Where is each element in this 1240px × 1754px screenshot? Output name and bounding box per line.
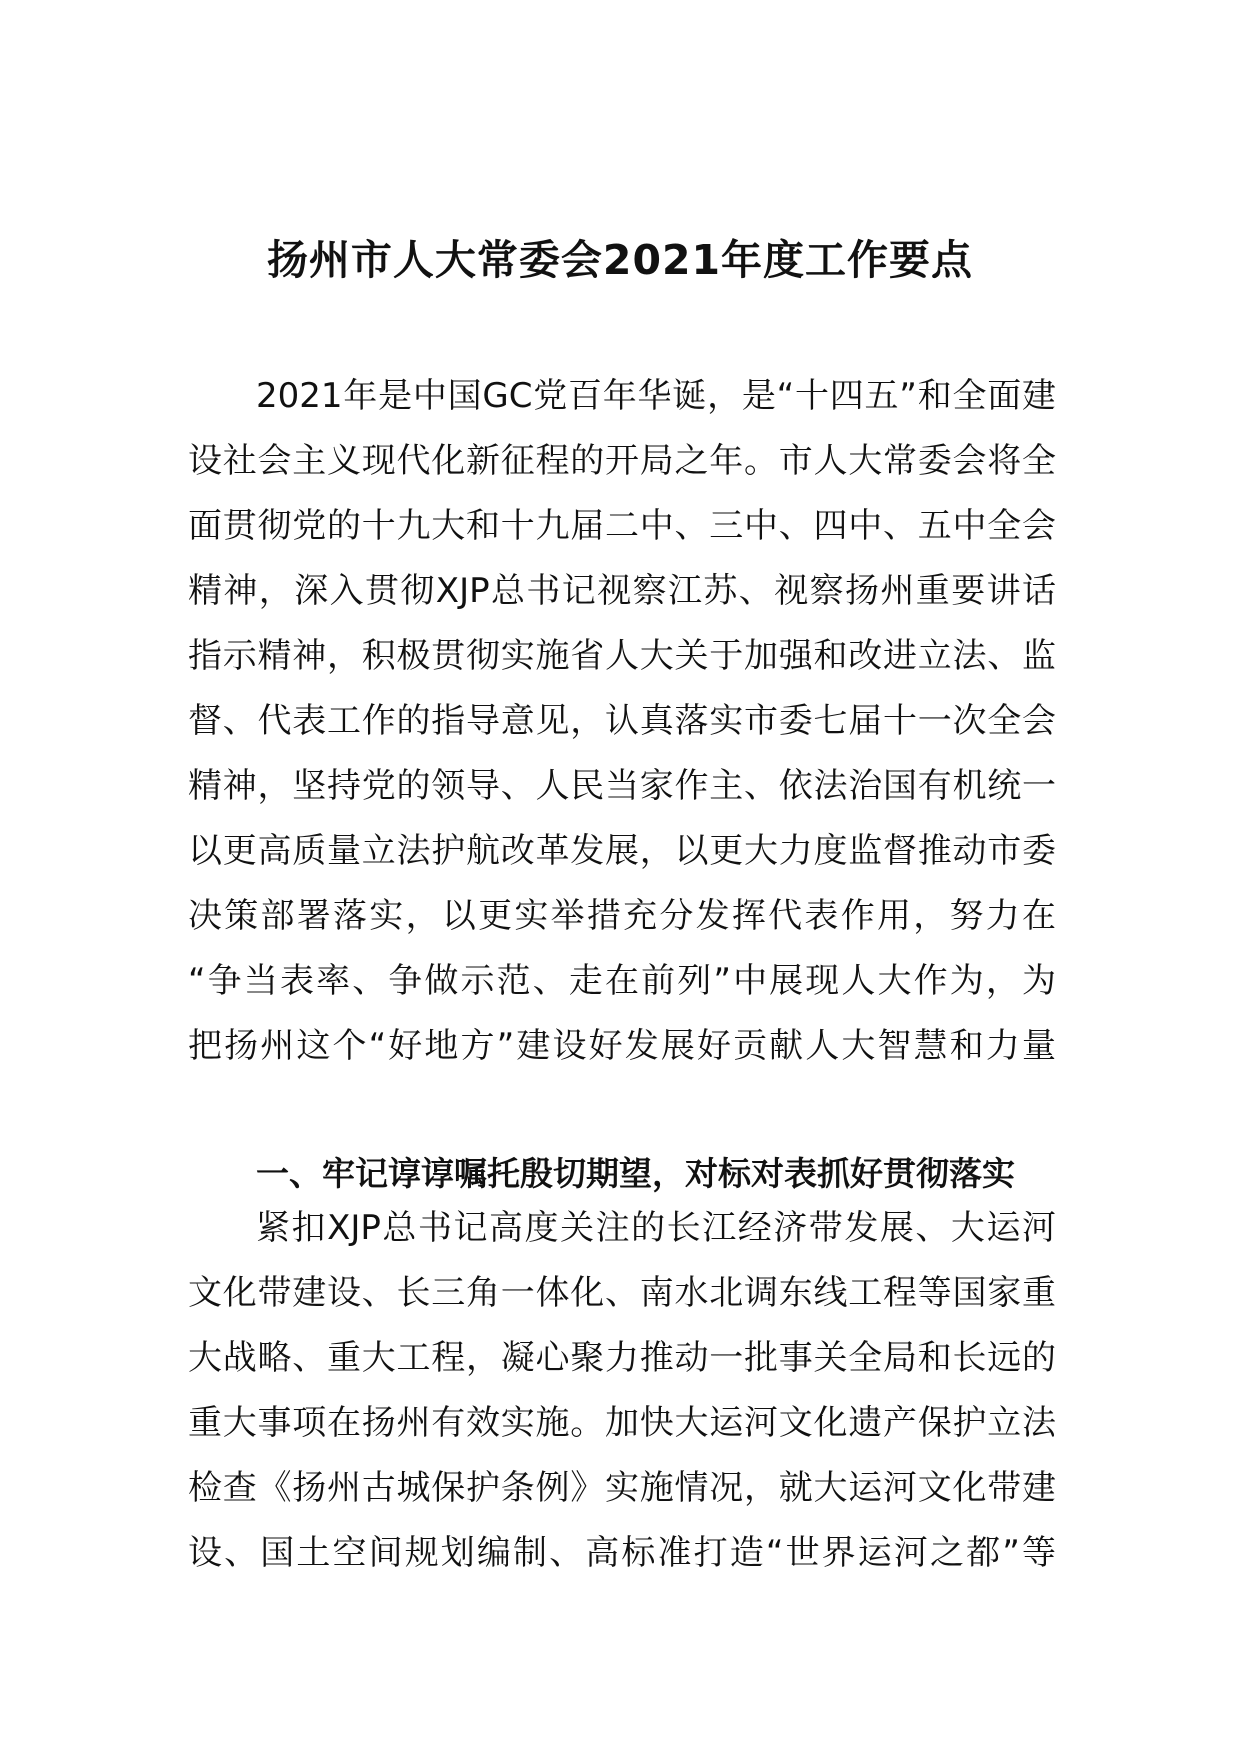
paragraph-line: “争当表率、争做示范、走在前列”中展现人大作为，为 xyxy=(188,961,1056,1001)
paragraph-line: 设社会主义现代化新征程的开局之年。市人大常委会将全 xyxy=(188,441,1056,481)
paragraph-line: 检查《扬州古城保护条例》实施情况，就大运河文化带建 xyxy=(188,1468,1056,1508)
paragraph-line: 指示精神，积极贯彻实施省人大关于加强和改进立法、监 xyxy=(188,636,1056,676)
paragraph-line: 重大事项在扬州有效实施。加快大运河文化遗产保护立法 xyxy=(188,1403,1056,1443)
paragraph-line: 面贯彻党的十九大和十九届二中、三中、四中、五中全会 xyxy=(188,506,1056,546)
document-title: 扬州市人大常委会2021年度工作要点 xyxy=(266,236,974,284)
paragraph-line: 设、国土空间规划编制、高标准打造“世界运河之都”等 xyxy=(188,1533,1056,1573)
paragraph-line: 督、代表工作的指导意见，认真落实市委七届十一次全会 xyxy=(188,701,1056,741)
paragraph-line: 文化带建设、长三角一体化、南水北调东线工程等国家重 xyxy=(188,1273,1056,1313)
section-paragraph xyxy=(188,1196,1056,1586)
paragraph-line: 以更高质量立法护航改革发展，以更大力度监督推动市委 xyxy=(188,831,1056,871)
paragraph-line: 决策部署落实，以更实举措充分发挥代表作用，努力在 xyxy=(188,896,1056,936)
paragraph-line: 大战略、重大工程，凝心聚力推动一批事关全局和长远的 xyxy=(188,1338,1056,1378)
paragraph-line: 把扬州这个“好地方”建设好发展好贡献人大智慧和力量 xyxy=(188,1026,1056,1066)
intro-paragraph xyxy=(188,364,1056,1079)
paragraph-line: 精神，深入贯彻XJP总书记视察江苏、视察扬州重要讲话 xyxy=(188,571,1056,611)
paragraph-line: 2021年是中国GC党百年华诞，是“十四五”和全面建 xyxy=(256,376,1056,416)
paragraph-line: 紧扣XJP总书记高度关注的长江经济带发展、大运河 xyxy=(256,1208,1056,1248)
paragraph-line: 精神，坚持党的领导、人民当家作主、依法治国有机统一 xyxy=(188,766,1056,806)
section-heading: 一、牢记谆谆嘱托殷切期望，对标对表抓好贯彻落实 xyxy=(256,1154,1015,1193)
